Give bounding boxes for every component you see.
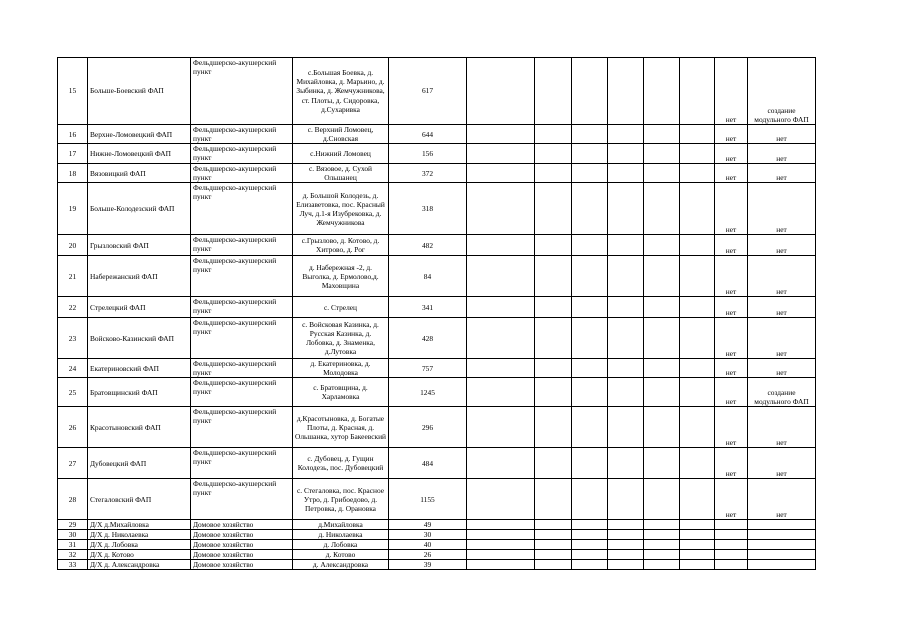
empty-cell	[644, 164, 680, 183]
planned-action: нет	[748, 407, 816, 448]
facility-type: Домовое хозяйство	[191, 530, 293, 540]
empty-cell	[608, 164, 644, 183]
facility-name: Вязовицкий ФАП	[88, 164, 191, 183]
settlements: д.Михайловка	[293, 520, 389, 530]
status-value: нет	[715, 125, 748, 144]
population: 84	[389, 256, 467, 297]
row-number: 18	[58, 164, 88, 183]
empty-cell	[535, 407, 572, 448]
empty-cell	[680, 560, 715, 570]
population: 1155	[389, 479, 467, 520]
empty-cell	[467, 359, 535, 378]
planned-action	[748, 530, 816, 540]
status-value	[715, 550, 748, 560]
settlements: с. Верхний Ломовец, д.Сновская	[293, 125, 389, 144]
facility-type: Фельдшерско-акушерский пункт	[191, 448, 293, 479]
empty-cell	[467, 183, 535, 235]
facility-type: Домовое хозяйство	[191, 560, 293, 570]
empty-cell	[572, 183, 608, 235]
facility-name: Красотыновский ФАП	[88, 407, 191, 448]
empty-cell	[572, 378, 608, 407]
empty-cell	[572, 318, 608, 359]
empty-cell	[680, 530, 715, 540]
settlements: с. Вязовое, д. Сухой Ольшанец	[293, 164, 389, 183]
status-value: нет	[715, 318, 748, 359]
empty-cell	[572, 144, 608, 164]
population: 428	[389, 318, 467, 359]
population: 484	[389, 448, 467, 479]
planned-action: нет	[748, 183, 816, 235]
empty-cell	[572, 359, 608, 378]
empty-cell	[608, 359, 644, 378]
table-row	[58, 164, 816, 183]
empty-cell	[644, 235, 680, 256]
facility-name: Нижне-Ломовецкий ФАП	[88, 144, 191, 164]
status-value	[715, 520, 748, 530]
empty-cell	[572, 530, 608, 540]
status-value: нет	[715, 235, 748, 256]
status-value: нет	[715, 407, 748, 448]
population: 156	[389, 144, 467, 164]
facility-type: Фельдшерско-акушерский пункт	[191, 318, 293, 359]
table-row	[58, 407, 816, 448]
row-number: 26	[58, 407, 88, 448]
empty-cell	[608, 407, 644, 448]
empty-cell	[608, 183, 644, 235]
empty-cell	[572, 58, 608, 125]
empty-cell	[644, 540, 680, 550]
empty-cell	[608, 58, 644, 125]
settlements: д. Лобовка	[293, 540, 389, 550]
facility-name: Больше-Колодезский ФАП	[88, 183, 191, 235]
empty-cell	[535, 550, 572, 560]
empty-cell	[535, 235, 572, 256]
empty-cell	[467, 530, 535, 540]
facility-name: Грызловский ФАП	[88, 235, 191, 256]
empty-cell	[608, 550, 644, 560]
empty-cell	[572, 256, 608, 297]
empty-cell	[535, 297, 572, 318]
empty-cell	[467, 407, 535, 448]
empty-cell	[644, 407, 680, 448]
empty-cell	[572, 560, 608, 570]
planned-action: нет	[748, 359, 816, 378]
table-row	[58, 540, 816, 550]
settlements: с. Дубовец, д. Гущин Колодезь, пос. Дубовецкий	[293, 448, 389, 479]
empty-cell	[535, 530, 572, 540]
empty-cell	[535, 318, 572, 359]
empty-cell	[467, 164, 535, 183]
settlements: с. Братовщина, д. Харламовка	[293, 378, 389, 407]
settlements: с.Большая Боевка, д. Михайловка, д. Марьино, д. Зыбинка, д. Жемчужникова, ст. Плоты, д. Сидоровка, д.Сухаривка	[293, 58, 389, 125]
row-number: 23	[58, 318, 88, 359]
facility-name: Стрелецкий ФАП	[88, 297, 191, 318]
facility-type: Фельдшерско-акушерский пункт	[191, 359, 293, 378]
facility-type: Фельдшерско-акушерский пункт	[191, 144, 293, 164]
population: 296	[389, 407, 467, 448]
settlements: с.Грызлово, д. Котово, д. Хитрово, д. Рог	[293, 235, 389, 256]
population: 482	[389, 235, 467, 256]
empty-cell	[535, 479, 572, 520]
empty-cell	[680, 520, 715, 530]
settlements: д. Большой Колодезь, д. Елизаветовка, пос. Красный Луч, д.1-я Изубрековка, д. Жемчужникова	[293, 183, 389, 235]
settlements: с.Нижний Ломовец	[293, 144, 389, 164]
table-row	[58, 125, 816, 144]
table-row	[58, 560, 816, 570]
empty-cell	[608, 144, 644, 164]
row-number: 22	[58, 297, 88, 318]
planned-action: нет	[748, 125, 816, 144]
table-row	[58, 183, 816, 235]
empty-cell	[572, 520, 608, 530]
planned-action	[748, 520, 816, 530]
table-row	[58, 378, 816, 407]
empty-cell	[608, 448, 644, 479]
status-value: нет	[715, 183, 748, 235]
status-value	[715, 540, 748, 550]
settlements: д. Александровка	[293, 560, 389, 570]
row-number: 33	[58, 560, 88, 570]
planned-action	[748, 560, 816, 570]
table-row	[58, 530, 816, 540]
row-number: 16	[58, 125, 88, 144]
facility-type: Фельдшерско-акушерский пункт	[191, 479, 293, 520]
empty-cell	[680, 318, 715, 359]
empty-cell	[467, 479, 535, 520]
table-row	[58, 550, 816, 560]
population: 341	[389, 297, 467, 318]
row-number: 20	[58, 235, 88, 256]
facility-type: Фельдшерско-акушерский пункт	[191, 164, 293, 183]
status-value	[715, 560, 748, 570]
empty-cell	[467, 297, 535, 318]
facility-name: Д/Х д. Александровка	[88, 560, 191, 570]
status-value: нет	[715, 378, 748, 407]
population: 372	[389, 164, 467, 183]
empty-cell	[535, 359, 572, 378]
facility-name: Верхне-Ломовецкий ФАП	[88, 125, 191, 144]
empty-cell	[680, 58, 715, 125]
empty-cell	[467, 235, 535, 256]
empty-cell	[535, 144, 572, 164]
row-number: 24	[58, 359, 88, 378]
status-value: нет	[715, 297, 748, 318]
empty-cell	[680, 144, 715, 164]
settlements: с. Стегаловка, пос. Красное Утро, д. Грибоедово, д. Петровка, д. Орановка	[293, 479, 389, 520]
facility-name: Д/Х д. Николаевка	[88, 530, 191, 540]
empty-cell	[467, 144, 535, 164]
empty-cell	[572, 479, 608, 520]
empty-cell	[535, 183, 572, 235]
empty-cell	[644, 530, 680, 540]
empty-cell	[608, 479, 644, 520]
empty-cell	[535, 164, 572, 183]
facility-name: Больше-Боевский ФАП	[88, 58, 191, 125]
empty-cell	[467, 318, 535, 359]
empty-cell	[644, 550, 680, 560]
row-number: 30	[58, 530, 88, 540]
table-row	[58, 448, 816, 479]
empty-cell	[467, 448, 535, 479]
row-number: 19	[58, 183, 88, 235]
facility-name: Войсково-Казинский ФАП	[88, 318, 191, 359]
empty-cell	[572, 164, 608, 183]
empty-cell	[535, 125, 572, 144]
empty-cell	[608, 540, 644, 550]
facility-type: Фельдшерско-акушерский пункт	[191, 58, 293, 125]
row-number: 32	[58, 550, 88, 560]
row-number: 27	[58, 448, 88, 479]
empty-cell	[644, 318, 680, 359]
empty-cell	[467, 540, 535, 550]
table-row	[58, 297, 816, 318]
facility-type: Фельдшерско-акушерский пункт	[191, 256, 293, 297]
population: 1245	[389, 378, 467, 407]
empty-cell	[680, 235, 715, 256]
status-value: нет	[715, 58, 748, 125]
empty-cell	[572, 550, 608, 560]
table-row	[58, 479, 816, 520]
empty-cell	[535, 540, 572, 550]
empty-cell	[680, 378, 715, 407]
table-body	[58, 58, 816, 570]
status-value: нет	[715, 479, 748, 520]
facility-type: Фельдшерско-акушерский пункт	[191, 125, 293, 144]
empty-cell	[644, 448, 680, 479]
population: 757	[389, 359, 467, 378]
empty-cell	[608, 256, 644, 297]
status-value: нет	[715, 256, 748, 297]
empty-cell	[680, 407, 715, 448]
empty-cell	[535, 256, 572, 297]
planned-action: нет	[748, 448, 816, 479]
settlements: с. Стрелец	[293, 297, 389, 318]
facility-name: Набережанский ФАП	[88, 256, 191, 297]
empty-cell	[680, 359, 715, 378]
empty-cell	[680, 540, 715, 550]
empty-cell	[467, 520, 535, 530]
settlements: д. Котово	[293, 550, 389, 560]
status-value: нет	[715, 144, 748, 164]
empty-cell	[644, 183, 680, 235]
status-value: нет	[715, 448, 748, 479]
facility-name: Стегаловский ФАП	[88, 479, 191, 520]
empty-cell	[644, 520, 680, 530]
table-row	[58, 58, 816, 125]
facility-type: Фельдшерско-акушерский пункт	[191, 235, 293, 256]
empty-cell	[680, 125, 715, 144]
status-value: нет	[715, 359, 748, 378]
population: 40	[389, 540, 467, 550]
empty-cell	[680, 448, 715, 479]
planned-action: нет	[748, 479, 816, 520]
empty-cell	[467, 550, 535, 560]
planned-action: нет	[748, 256, 816, 297]
facility-type: Домовое хозяйство	[191, 540, 293, 550]
facility-type: Домовое хозяйство	[191, 550, 293, 560]
facility-type: Фельдшерско-акушерский пункт	[191, 378, 293, 407]
empty-cell	[608, 530, 644, 540]
planned-action	[748, 550, 816, 560]
empty-cell	[572, 235, 608, 256]
planned-action: нет	[748, 235, 816, 256]
empty-cell	[680, 256, 715, 297]
row-number: 29	[58, 520, 88, 530]
empty-cell	[608, 520, 644, 530]
table-row	[58, 256, 816, 297]
table-row	[58, 235, 816, 256]
status-value: нет	[715, 164, 748, 183]
empty-cell	[572, 297, 608, 318]
row-number: 17	[58, 144, 88, 164]
row-number: 15	[58, 58, 88, 125]
empty-cell	[644, 125, 680, 144]
empty-cell	[680, 297, 715, 318]
table-row	[58, 520, 816, 530]
population: 30	[389, 530, 467, 540]
empty-cell	[572, 407, 608, 448]
empty-cell	[535, 378, 572, 407]
empty-cell	[680, 550, 715, 560]
row-number: 28	[58, 479, 88, 520]
empty-cell	[644, 378, 680, 407]
empty-cell	[608, 378, 644, 407]
facility-type: Фельдшерско-акушерский пункт	[191, 183, 293, 235]
table-row	[58, 359, 816, 378]
population: 617	[389, 58, 467, 125]
status-value	[715, 530, 748, 540]
settlements: д. Екатериновка, д. Молодовка	[293, 359, 389, 378]
empty-cell	[644, 297, 680, 318]
planned-action: нет	[748, 164, 816, 183]
settlements: д. Николаевка	[293, 530, 389, 540]
settlements: д.Красотыновка, д. Богатые Плоты, д. Красная, д. Ольшанка, хутор Бакеевский	[293, 407, 389, 448]
facility-name: Д/Х д. Котово	[88, 550, 191, 560]
population: 644	[389, 125, 467, 144]
empty-cell	[535, 58, 572, 125]
empty-cell	[467, 256, 535, 297]
empty-cell	[535, 448, 572, 479]
facility-name: Дубовецкий ФАП	[88, 448, 191, 479]
planned-action: нет	[748, 318, 816, 359]
facility-type: Фельдшерско-акушерский пункт	[191, 407, 293, 448]
empty-cell	[644, 479, 680, 520]
empty-cell	[572, 540, 608, 550]
empty-cell	[608, 318, 644, 359]
empty-cell	[644, 144, 680, 164]
empty-cell	[608, 560, 644, 570]
empty-cell	[467, 125, 535, 144]
empty-cell	[608, 297, 644, 318]
empty-cell	[467, 378, 535, 407]
table-row	[58, 144, 816, 164]
empty-cell	[644, 256, 680, 297]
empty-cell	[535, 520, 572, 530]
empty-cell	[572, 448, 608, 479]
empty-cell	[535, 560, 572, 570]
planned-action: создание модульного ФАП	[748, 378, 816, 407]
empty-cell	[467, 560, 535, 570]
empty-cell	[572, 125, 608, 144]
planned-action: нет	[748, 144, 816, 164]
table-row	[58, 318, 816, 359]
planned-action	[748, 540, 816, 550]
empty-cell	[644, 560, 680, 570]
empty-cell	[680, 164, 715, 183]
facility-name: Д/Х д.Михайловка	[88, 520, 191, 530]
population: 49	[389, 520, 467, 530]
empty-cell	[680, 183, 715, 235]
empty-cell	[644, 359, 680, 378]
settlements: с. Войсковая Казинка, д. Русская Казинка, д. Лобовка, д. Знаменка, д.Лутовка	[293, 318, 389, 359]
empty-cell	[644, 58, 680, 125]
facility-name: Братовщинский ФАП	[88, 378, 191, 407]
settlements: д. Набережная -2, д. Выголка, д. Ермолово,д. Маховщина	[293, 256, 389, 297]
empty-cell	[608, 235, 644, 256]
population: 318	[389, 183, 467, 235]
row-number: 31	[58, 540, 88, 550]
empty-cell	[467, 58, 535, 125]
facilities-table	[57, 57, 816, 570]
planned-action: создание модульного ФАП	[748, 58, 816, 125]
facility-name: Екатериновский ФАП	[88, 359, 191, 378]
row-number: 21	[58, 256, 88, 297]
facility-type: Фельдшерско-акушерский пункт	[191, 297, 293, 318]
empty-cell	[608, 125, 644, 144]
population: 26	[389, 550, 467, 560]
planned-action: нет	[748, 297, 816, 318]
population: 39	[389, 560, 467, 570]
facility-name: Д/Х д. Лобовка	[88, 540, 191, 550]
empty-cell	[680, 479, 715, 520]
facility-type: Домовое хозяйство	[191, 520, 293, 530]
row-number: 25	[58, 378, 88, 407]
